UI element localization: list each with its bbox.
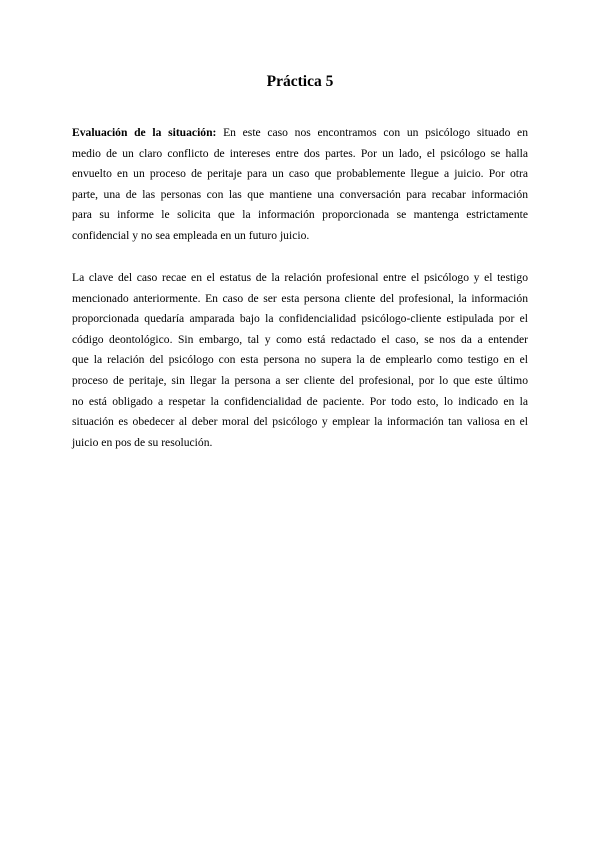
paragraph-line: proceso de peritaje, sin llegar la persona a ser cliente del profesional, por lo que este último	[72, 373, 528, 387]
paragraph-line: proporcionada quedaría amparada bajo la confidencialidad psicólogo-cliente estipulada por el	[72, 312, 528, 326]
paragraph-line: La clave del caso recae en el estatus de la relación profesional entre el psicólogo y el testigo	[72, 271, 528, 284]
paragraph-line: no está obligado a respetar la confidencialidad de paciente. Por todo esto, lo indicado en la	[72, 394, 528, 408]
paragraph-line: parte, una de las personas con las que mantiene una conversación para recabar información	[72, 187, 528, 201]
section-lead: Evaluación de la situación:	[72, 126, 217, 139]
paragraph-line: medio de un claro conflicto de intereses entre dos partes. Por un lado, el psicólogo se halla	[72, 146, 528, 160]
paragraph-line: confidencial y no sea empleada en un futuro juicio.	[72, 228, 310, 242]
paragraph-line: envuelto en un proceso de peritaje para un caso que probablemente llegue a juicio. Por otra	[72, 167, 528, 181]
paragraph-line: para su informe le solicita que la información proporcionada se mantenga estrictamente	[72, 208, 528, 222]
paragraph-evaluation	[72, 123, 528, 247]
paragraph-line: que la relación del psicólogo con esta persona no supera la de emplearlo como testigo en el	[72, 353, 528, 367]
paragraph-line: código deontológico. Sin embargo, tal y como está redactado el caso, se nos da a entender	[72, 332, 528, 346]
paragraph-line: mencionado anteriormente. En caso de ser esta persona cliente del profesional, la información	[72, 291, 528, 305]
paragraph-line-text: En este caso nos encontramos con un psicólogo situado en	[216, 126, 528, 139]
paragraph-line: juicio en pos de su resolución.	[72, 435, 213, 449]
paragraph-line	[72, 123, 528, 144]
paragraph-line: situación es obedecer al deber moral del psicólogo y emplear la información tan valiosa en el	[72, 415, 528, 429]
paragraph-analysis	[72, 268, 528, 453]
page-title: Práctica 5	[266, 73, 334, 90]
